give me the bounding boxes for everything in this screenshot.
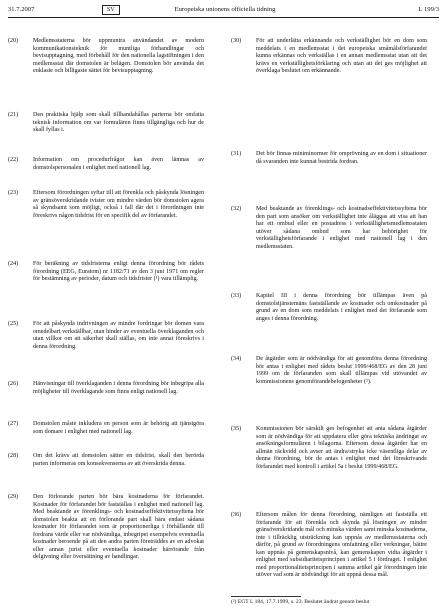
recital-number: (29) <box>8 494 19 500</box>
recital-number: (23) <box>8 190 19 196</box>
recital-number: (20) <box>8 38 19 44</box>
recital-text: För beräkning av tidsfristerna enligt denna förordning bör rådets förordning (EEG, Euratom) nr 1182/71 av den 3 juni 1971 om regler för bestämning av perioder, datum och tidsfrister (¹) vara tillämplig. <box>33 261 204 283</box>
footnote-divider <box>231 596 301 597</box>
recital-text: Om det krävs att domstolen sätter en tidsfrist, skall den berörda parten informeras om konsekvenserna av att överskrida denna. <box>33 453 204 467</box>
recital-number: (24) <box>8 261 19 267</box>
recital-text: Det bör finnas miniminormer för omprövning av en dom i situationer då svaranden inte kunnat bestrida fordran. <box>256 151 427 165</box>
page-number: L 199/3 <box>418 6 439 13</box>
recital-text: De åtgärder som är nödvändiga för att genomföra denna förordning bör antas i enlighet med rådets beslut 1999/468/EG av den 28 juni 1999 om de förfaranden som skall tillämpas vid utövandet av kommissionens genomförandebefogenheter (²). <box>256 356 427 385</box>
recital-number: (26) <box>8 381 19 387</box>
recital-text: För att påskynda indrivningen av mindre fordringar bör domen vara omedelbart verkställbar, utan hinder av eventuella överklaganden och utan villkor om att säkerhet skall ställas, om inte annat föreskrivs i denna förordning. <box>33 321 204 350</box>
recital-number: (35) <box>231 426 242 432</box>
page-header <box>8 4 439 18</box>
recital-number: (32) <box>231 206 242 212</box>
recital-text: Eftersom målen för denna förordning, nämligen att fastställa ett förfarande för att förenkla och skynda på lösningen av mindre gränsöverskridande mål och minska värden samt minska kostnaderna, inte i tillräcklig utsträckning kan uppnås av medlemsstaterna och därför, på grund av förordningens omfattning eller verkningar, bättre kan uppnås på gemenskapsnivå, kan gemenskapen vidta åtgärder i enlighet med subsidiaritetsprincipen i artikel 5 i fördraget. I enlighet med proportionalitetsprincipen i samma artikel går förordningen inte utöver vad som är nödvändigt för att uppnå dessa mål. <box>256 512 427 579</box>
recital-text: För att underlätta erkännande och verkställighet bör en dom som meddelats i en medlemsstat i det europeiska småmålsförfarandet kunna erkännas och verkställas i en annan medlemsstat utan att det krävs en verkställighetsförklaring och utan att det ges möjlighet att överklaga beslutet om erkännande. <box>256 38 427 75</box>
language-badge: SV <box>102 5 120 15</box>
recital-text: Med beaktande av förenklings- och kostnadseffektivitetssyftena bör den part som ansöker om verkställighet inte åläggas att visa att han har ett ombud eller en postadress i verkställighetsmedlemsstaten utöver sådana ombud som har behörighet för verkställighetsförfarande i enlighet med nationell lag i den medlemsstaten. <box>256 206 427 250</box>
recital-text: Den praktiska hjälp som skall tillhandahållas parterna bör omfatta teknisk information om var formulären finns tillgängliga och hur de skall fyllas i. <box>33 112 204 134</box>
recital-number: (31) <box>231 151 242 157</box>
recital-text: Medlemsstaterna bör uppmuntra användandet av modern kommunikationsteknik för muntliga förhandlingar och bevisupptagning, med förbehåll för den nationella lagstiftningen i den medlemsstat där domstolen är belägen. Domstolen bör använda det enklaste och billigaste sättet för bevisupptagning. <box>33 38 204 75</box>
recital-number: (28) <box>8 453 19 459</box>
footnote: (²) EGT L 184, 17.7.1999, s. 23. Beslutet ändrat genom beslut <box>231 599 370 605</box>
journal-title: Europeiska unionens officiella tidning <box>174 6 276 13</box>
recital-text: Kapitel III i denna förordning bör tillämpas även på domstolstjänstemäns fastställande av kostnader och omkostnader på grund av en dom som meddelats i enlighet med det förfarande som anges i denna förordning. <box>256 293 427 322</box>
recital-number: (36) <box>231 512 242 518</box>
recital-number: (27) <box>8 421 19 427</box>
recital-number: (21) <box>8 112 19 118</box>
recital-number: (33) <box>231 293 242 299</box>
recital-text: Hänvisningar till överklaganden i denna förordning bör inbegripa alla möjligheter till överklagande som finns enligt nationell lag. <box>33 381 204 395</box>
recital-number: (34) <box>231 356 242 362</box>
recital-text: Domstolen måste inkludera en person som är behörig att tjänstgöra som domare i enlighet med nationell lag. <box>33 421 204 435</box>
header-date: 31.7.2007 <box>8 6 35 13</box>
recital-text: Den förlorande parten bör bära kostnaderna för förfarandet. Kostnader för förfarandet bör fastställas i enlighet med nationell lag. Med beaktande av förenklings- och kostnadseffektivitetssyftena bör domstolen beakta att en förlorande part skall bära endast sådana kostnader för förfarandet som är proportionerliga i förhållande till fordrans värde eller var nödvändiga, inbegripet exempelvis eventuella kostnader beroende på att den andra parten företräddes av en advokat eller annan jurist eller eventuella kostnader härrörande från delgivning eller översättning av handlingar. <box>33 494 204 561</box>
recital-number: (22) <box>8 157 19 163</box>
recital-number: (25) <box>8 321 19 327</box>
recital-text: Eftersom förordningen syftar till att förenkla och påskynda lösningen av gränsöverskridande tvister om mindre värden bör domstolen agera så skyndsamt som möjligt, också i fall där det i förordningen inte föreskrivs någon tidsfrist för en specifik del av förfarandet. <box>33 190 204 219</box>
recital-number: (30) <box>231 38 242 44</box>
recital-text: Information om procedurfrågor kan även lämnas av domstolspersonalen i enlighet med nationell lag. <box>33 157 204 171</box>
recital-text: Kommissionen bör särskilt ges befogenhet att anta sådana åtgärder som är nödvändiga för att uppdatera eller göra tekniska ändringar av ansökningsformulären i bilagorna. Eftersom dessa åtgärder har en allmän räckvidd och avser att ändra/stryka icke väsentliga delar av denna förordning, bör de antas i enlighet med det föreskrivande förfarandet med kontroll i artikel 5a i beslut 1999/468/EG. <box>256 426 427 470</box>
